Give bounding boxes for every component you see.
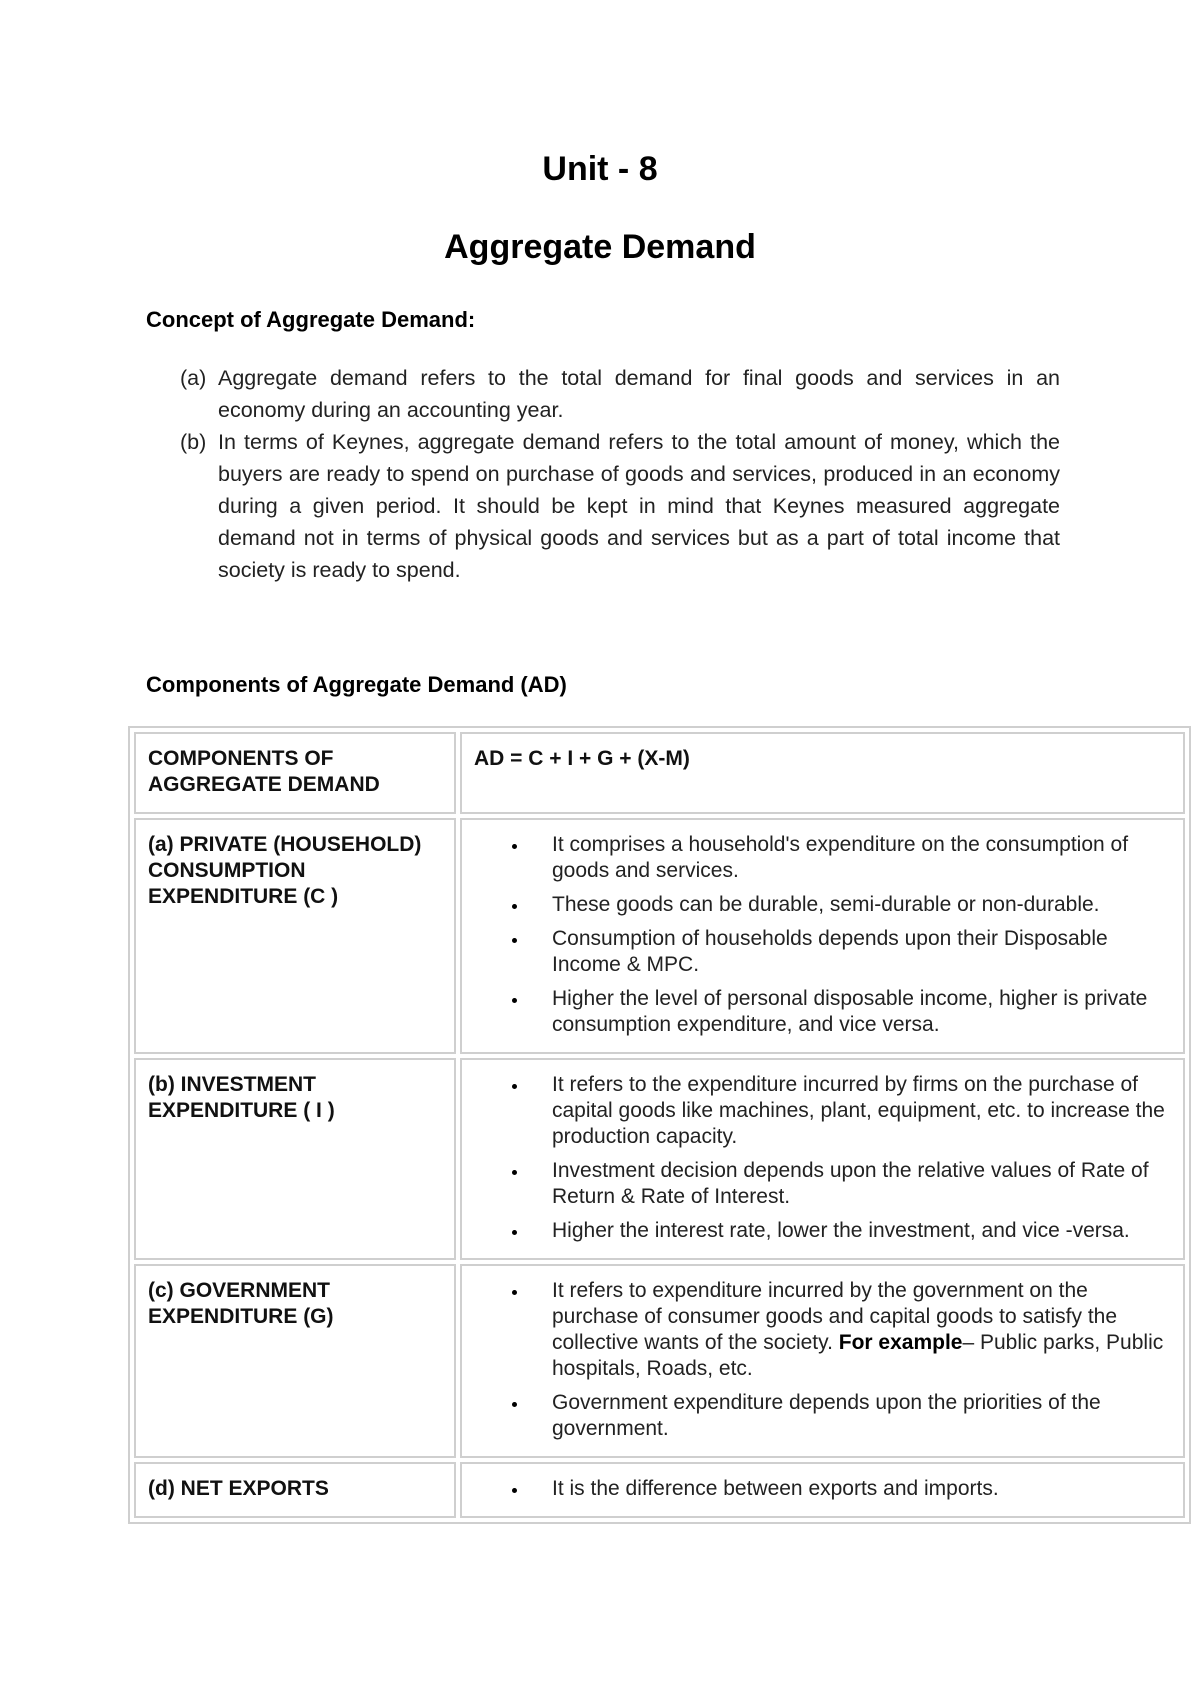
bullet-text: Consumption of households depends upon their Disposable Income & MPC.: [552, 927, 1108, 976]
table-row-government: [134, 1264, 1185, 1458]
component-details-net-exports: [460, 1462, 1185, 1518]
bullet-text: Investment decision depends upon the relative values of Rate of Return & Rate of Interest.: [552, 1159, 1149, 1208]
bullet-text: It refers to the expenditure incurred by firms on the purchase of capital goods like machines, plant, equipment, etc. to increase the production capacity.: [552, 1073, 1165, 1148]
component-name-net-exports: (d) NET EXPORTS: [134, 1462, 456, 1518]
bullet-text: These goods can be durable, semi-durable or non-durable.: [552, 893, 1100, 916]
ad-formula: AD = C + I + G + (X-M): [460, 732, 1185, 814]
bullet-dot-icon: [512, 1230, 517, 1235]
bullet-text: Higher the level of personal disposable income, higher is private consumption expenditure, and vice versa.: [552, 987, 1148, 1036]
list-item: [474, 1218, 1171, 1244]
concept-marker-b: (b): [180, 430, 207, 454]
list-item: [474, 1072, 1171, 1150]
bullet-text: It comprises a household's expenditure on the consumption of goods and services.: [552, 833, 1129, 882]
bullet-list: [474, 1072, 1171, 1244]
bullet-text-tail: – Public parks, Public hospitals, Roads, etc.: [552, 1331, 1164, 1380]
component-details-investment: [460, 1058, 1185, 1260]
list-item: [474, 892, 1171, 918]
components-heading: Components of Aggregate Demand (AD): [146, 672, 567, 697]
main-title: Aggregate Demand: [444, 228, 756, 266]
component-name-government: (c) GOVERNMENT EXPENDITURE (G): [134, 1264, 456, 1458]
bullet-dot-icon: [512, 938, 517, 943]
bullet-text: Higher the interest rate, lower the investment, and vice -versa.: [552, 1219, 1130, 1242]
bullet-text: It is the difference between exports and imports.: [552, 1477, 999, 1500]
concept-item-a: [180, 362, 1060, 426]
bullet-dot-icon: [512, 1290, 517, 1295]
concept-text-b: In terms of Keynes, aggregate demand refers to the total amount of money, which the buyers are ready to spend on purchase of goods and services, produced in an economy during a given period. It should be kept in mind that Keynes measured aggregate demand not in terms of physical goods and services but as a part of total income that society is ready to spend.: [218, 430, 1060, 582]
component-details-consumption: [460, 818, 1185, 1054]
bullet-dot-icon: [512, 1402, 517, 1407]
concept-list: [180, 362, 1060, 586]
list-item: [474, 832, 1171, 884]
concept-text-a: Aggregate demand refers to the total demand for final goods and services in an economy during an accounting year.: [218, 366, 1060, 422]
bullet-dot-icon: [512, 1084, 517, 1089]
concept-heading: Concept of Aggregate Demand:: [146, 307, 476, 332]
concept-item-b: [180, 426, 1060, 586]
bullet-list: [474, 832, 1171, 1038]
components-table: [128, 726, 1191, 1524]
table-row-net-exports: [134, 1462, 1185, 1518]
bullet-dot-icon: [512, 1170, 517, 1175]
list-item: [474, 1476, 1171, 1502]
list-item: [474, 986, 1171, 1038]
table-header-row: [134, 732, 1185, 814]
example-label: For example: [838, 1331, 963, 1354]
bullet-dot-icon: [512, 844, 517, 849]
list-item: [474, 1278, 1171, 1382]
bullet-dot-icon: [512, 1488, 517, 1493]
component-name-consumption: (a) PRIVATE (HOUSEHOLD) CONSUMPTION EXPENDITURE (C ): [134, 818, 456, 1054]
bullet-list: [474, 1278, 1171, 1442]
bullet-list: [474, 1476, 1171, 1502]
bullet-dot-icon: [512, 998, 517, 1003]
list-item: [474, 926, 1171, 978]
table-header-left: COMPONENTS OF AGGREGATE DEMAND: [134, 732, 456, 814]
table-row-consumption: [134, 818, 1185, 1054]
table-row-investment: [134, 1058, 1185, 1260]
list-item: [474, 1158, 1171, 1210]
bullet-dot-icon: [512, 904, 517, 909]
concept-marker-a: (a): [180, 366, 207, 390]
bullet-text: Government expenditure depends upon the priorities of the government.: [552, 1391, 1101, 1440]
unit-title: Unit - 8: [542, 150, 658, 188]
bullet-text: It refers to expenditure incurred by the government on the purchase of consumer goods and capital goods to satisfy the collective wants of the society.: [552, 1279, 1118, 1354]
component-name-investment: (b) INVESTMENT EXPENDITURE ( I ): [134, 1058, 456, 1260]
component-details-government: [460, 1264, 1185, 1458]
list-item: [474, 1390, 1171, 1442]
